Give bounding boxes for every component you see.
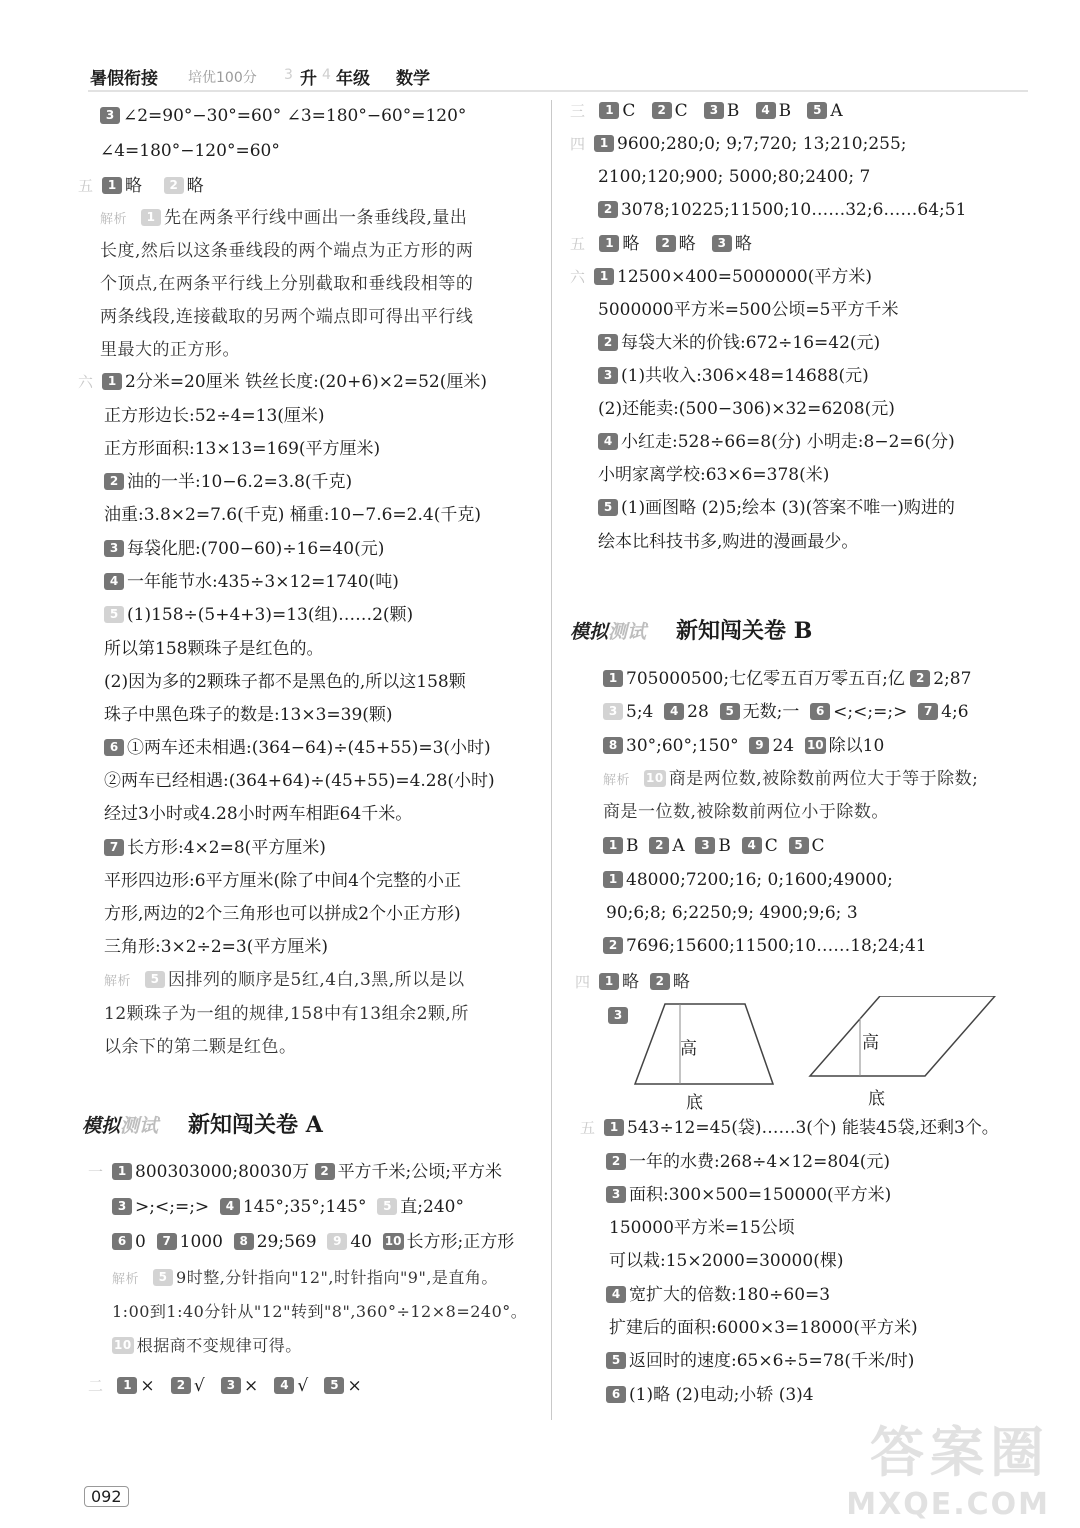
section-title-b: 模拟测试 新知闯关卷 B xyxy=(570,618,813,644)
left-line-17: 所以第158颗珠子是红色的。 xyxy=(104,639,324,659)
left-line-18: (2)因为多的2颗珠子都不是黑色的,所以这158颗 xyxy=(104,672,466,692)
watermark xyxy=(846,1410,1050,1522)
left-line-13: 油重:3.8×2=7.6(千克) 桶重:10−7.6=2.4(千克) xyxy=(104,505,481,525)
book-subtitle: 培优100分 xyxy=(188,70,257,86)
left-line-27: 解析 5 因排列的顺序是5红,4白,3黑,所以是以 xyxy=(104,970,465,990)
subject-label: 数学 xyxy=(396,69,430,89)
page-number: 092 xyxy=(84,1486,129,1507)
right-line-12: 小明家离学校:63×6=378(米) xyxy=(598,465,830,485)
left-line-25: 方形,两边的2个三角形也可以拼成2个小正方形) xyxy=(104,904,461,924)
right-line-7: 5000000平方米=500公顷=5平方千米 xyxy=(598,300,899,320)
right-line-11: 4 小红走:528÷66=8(分) 小明走:8−2=6(分) xyxy=(598,430,955,454)
b-line-8: 90;6;8; 6;2250;9; 4900;9;6; 3 xyxy=(606,903,858,923)
a-line-3: 6 0 7 1000 8 29;569 9 40 10 长方形;正方形 xyxy=(112,1230,514,1254)
b-line-13: 3 面积:300×500=150000(平方米) xyxy=(606,1183,891,1207)
left-line-12: 2 油的一半:10−6.2=3.8(千克) xyxy=(104,470,352,494)
left-line-24: 平形四边形:6平方厘米(除了中间4个完整的小正 xyxy=(104,871,461,891)
b-line-9: 2 7696;15600;11500;10……18;24;41 xyxy=(603,934,927,958)
right-line-2: 四 1 9600;280;0; 9;7;720; 13;210;255; xyxy=(570,134,907,154)
to-grade: 4 xyxy=(322,67,331,83)
left-line-7: 两条线段,连接截取的另两个端点即可得出平行线 xyxy=(100,307,474,327)
a-line-2: 3 >;<;=;> 4 145°;35°;145° 5 直;240° xyxy=(112,1195,464,1219)
left-line-26: 三角形:3×2÷2=3(平方厘米) xyxy=(104,937,328,957)
left-line-19: 珠子中黑色珠子的数是:13×3=39(颗) xyxy=(104,705,393,725)
right-line-9: 3 (1)共收入:306×48=14688(元) xyxy=(598,364,869,388)
left-line-4: 解析 1 先在两条平行线中画出一条垂线段,量出 xyxy=(100,208,468,228)
left-line-23: 7 长方形:4×2=8(平方厘米) xyxy=(104,836,326,860)
section-title-a: 模拟测试 新知闯关卷 A xyxy=(82,1112,323,1138)
left-line-1: 3 ∠2=90°−30°=60° ∠3=180°−60°=120° xyxy=(100,104,466,128)
b-line-shapes-num: 3 xyxy=(608,1004,631,1028)
left-line-29: 以余下的第二颗是红色。 xyxy=(104,1037,297,1057)
right-line-5: 五 1 略 2 略 3 略 xyxy=(570,234,752,254)
book-title: 暑假衔接 xyxy=(90,69,158,89)
right-line-8: 2 每袋大米的价钱:672÷16=42(元) xyxy=(598,331,880,355)
b-line-1: 1 705000500;七亿零五百万零五百;亿 2 2;87 xyxy=(603,667,971,691)
from-grade: 3 xyxy=(284,67,293,83)
left-line-8: 里最大的正方形。 xyxy=(100,340,240,360)
b-line-10: 四 1 略 2 略 xyxy=(575,972,690,992)
parallelogram-shape xyxy=(810,996,995,1076)
right-line-3: 2100;120;900; 5000;80;2400; 7 xyxy=(598,167,871,187)
b-line-14: 150000平方米=15公顷 xyxy=(609,1218,795,1238)
left-line-20: 6 ①两车还未相遇:(364−64)÷(45+55)=3(小时) xyxy=(104,736,491,760)
page-header xyxy=(88,60,1028,92)
trapezoid-high-label: 高 xyxy=(680,1039,697,1059)
b-line-12: 2 一年的水费:268÷4×12=804(元) xyxy=(606,1150,890,1174)
parallelogram-high-label: 高 xyxy=(862,1033,879,1053)
left-line-21: ②两车已经相遇:(364+64)÷(45+55)=4.28(小时) xyxy=(104,771,495,791)
left-line-9: 六 1 2分米=20厘米 铁丝长度:(20+6)×2=52(厘米) xyxy=(78,372,487,392)
b-line-5: 商是一位数,被除数前两位小于除数。 xyxy=(603,802,889,822)
b-line-3: 8 30°;60°;150° 9 24 10 除以10 xyxy=(603,734,884,758)
left-line-10: 正方形边长:52÷4=13(厘米) xyxy=(104,406,325,426)
up-label: 升 xyxy=(300,69,317,89)
b-line-19: 6 (1)略 (2)电动;小轿 (3)4 xyxy=(606,1383,814,1407)
a-line-5: 1:00到1:40分针从"12"转到"8",360°÷12×8=240°。 xyxy=(112,1302,528,1321)
b-line-2: 3 5;4 4 28 5 无数;一 6 <;<;=;> 7 4;6 xyxy=(603,700,969,724)
parallelogram-base-label: 底 xyxy=(868,1089,885,1109)
trapezoid-shape xyxy=(635,1004,773,1084)
a-line-7: 二 1 × 2 √ 3 × 4 √ 5 × xyxy=(88,1376,362,1396)
b-line-7: 1 48000;7200;16; 0;1600;49000; xyxy=(603,868,893,892)
b-line-6: 1 B 2 A 3 B 4 C 5 C xyxy=(603,834,825,858)
column-divider xyxy=(551,100,552,1420)
a-line-6: 10 根据商不变规律可得。 xyxy=(114,1336,302,1355)
left-line-22: 经过3小时或4.28小时两车相距64千米。 xyxy=(104,804,413,824)
right-line-6: 六 1 12500×400=5000000(平方米) xyxy=(570,267,872,287)
left-line-6: 个顶点,在两条平行线上分别截取和垂线段相等的 xyxy=(100,274,474,294)
b-line-15: 可以栽:15×2000=30000(棵) xyxy=(609,1251,844,1271)
b-line-16: 4 宽扩大的倍数:180÷60=3 xyxy=(606,1283,830,1307)
right-line-4: 2 3078;10225;11500;10……32;6……64;51 xyxy=(598,198,966,222)
a-line-1: 一 1 800303000;80030万 2 平方千米;公顷;平方米 xyxy=(88,1162,503,1182)
b-line-17: 扩建后的面积:6000×3=18000(平方米) xyxy=(609,1318,918,1338)
b-line-4: 解析 10 商是两位数,被除数前两位大于等于除数; xyxy=(603,769,979,789)
left-line-2: ∠4=180°−120°=60° xyxy=(100,141,280,161)
left-line-3: 五 1 略 2 略 xyxy=(78,176,204,196)
left-line-15: 4 一年能节水:435÷3×12=1740(吨) xyxy=(104,570,399,594)
left-line-16: 5 (1)158÷(5+4+3)=13(组)……2(颗) xyxy=(104,603,413,627)
right-line-1: 三 1 C 2 C 3 B 4 B 5 A xyxy=(570,101,843,121)
a-line-4: 解析 5 9时整,分针指向"12",时针指向"9",是直角。 xyxy=(112,1268,498,1287)
b-line-18: 5 返回时的速度:65×6÷5=78(千米/时) xyxy=(606,1349,914,1373)
watermark-url: MXQE.COM xyxy=(846,1487,1050,1522)
right-line-10: (2)还能卖:(500−306)×32=6208(元) xyxy=(598,399,895,419)
left-line-11: 正方形面积:13×13=169(平方厘米) xyxy=(104,439,381,459)
left-line-14: 3 每袋化肥:(700−60)÷16=40(元) xyxy=(104,537,384,561)
watermark-title: 答案圈 xyxy=(870,1421,1050,1484)
trapezoid-base-label: 底 xyxy=(686,1093,703,1113)
grade-label: 年级 xyxy=(336,69,370,89)
left-line-28: 12颗珠子为一组的规律,158中有13组余2颗,所 xyxy=(104,1004,469,1024)
left-line-5: 长度,然后以这条垂线段的两个端点为正方形的两 xyxy=(100,241,474,261)
b-line-11: 五 1 543÷12=45(袋)……3(个) 能装45袋,还剩3个。 xyxy=(580,1118,999,1138)
right-line-13: 5 (1)画图略 (2)5;绘本 (3)(答案不唯一)购进的 xyxy=(598,496,955,520)
right-line-14: 绘本比科技书多,购进的漫画最少。 xyxy=(598,532,859,552)
